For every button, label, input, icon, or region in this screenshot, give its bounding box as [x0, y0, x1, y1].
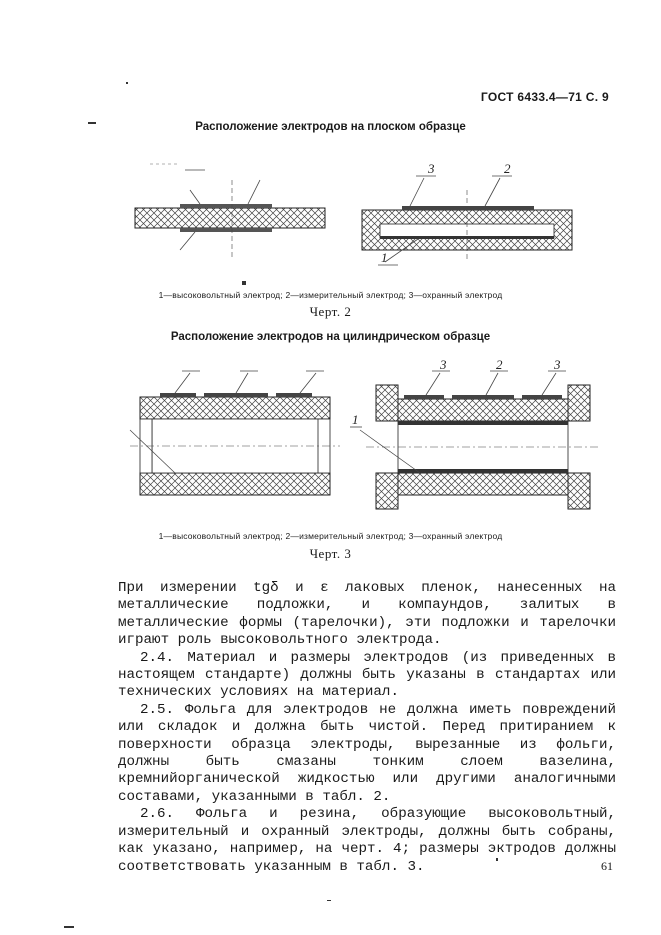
fig2-label-2: 2	[504, 161, 511, 176]
scan-speck	[242, 281, 246, 285]
scan-speck	[126, 82, 128, 84]
scan-speck	[496, 858, 498, 861]
fig3-label-1: 1	[352, 412, 359, 427]
scan-speck	[88, 122, 96, 124]
figure-3-caption: Черт. 3	[309, 546, 352, 561]
scan-speck	[64, 926, 74, 928]
paragraph-2-6: 2.6. Фольга и резина, образующие высоковольтный, измерительный и охранный электроды, должны быть собраны, как указано, например, на черт. 4; размеры эктродов должны соответствовать указанным в табл. 3.	[118, 806, 616, 875]
figure-2-legend: 1—высоковольтный электрод; 2—измерительный электрод; 3—охранный электрод	[158, 290, 503, 300]
paragraph-intro: При измерении tgδ и ε лаковых пленок, нанесенных на металлические подложки, и компаундов, залитых в металлические формы (тарелочки), эти подложки и тарелочки играют роль высоковольтного электрода.	[118, 580, 616, 649]
cylinder-sample-left	[130, 371, 340, 495]
figure-3-legend: 1—высоковольтный электрод; 2—измерительный электрод; 3—охранный электрод	[158, 531, 503, 541]
figure-2-drawing	[0, 150, 661, 290]
body-text	[118, 580, 616, 876]
paragraph-2-5: 2.5. Фольга для электродов не должна иметь повреждений или складок и должна быть чистой. Перед притиранием к поверхности образца электроды, вырезанные из фольги, должны быть смазаны тонким слоем вазелина, кремнийорганической жидкостью или другими аналогичными составами, указанными в табл. 2.	[118, 701, 616, 805]
fig3-label-3-left: 3	[440, 357, 447, 372]
flat-sample-left	[135, 164, 325, 260]
figure-3-drawing	[0, 355, 661, 525]
fig3-label-2: 2	[496, 357, 503, 372]
paragraph-2-4: 2.4. Материал и размеры электродов (из приведенных в настоящем стандарте) должны быть указаны в стандартах или технических условиях на материал.	[118, 649, 616, 701]
scan-speck	[327, 900, 331, 901]
fig3-label-3-right: 3	[554, 357, 561, 372]
page-number: 61	[601, 859, 613, 873]
fig2-label-1: 1	[381, 250, 388, 265]
document-header: ГОСТ 6433.4—71 С. 9	[480, 90, 609, 104]
figure-3-title: Расположение электродов на цилиндрическом образце	[170, 331, 491, 343]
fig2-label-3: 3	[428, 161, 435, 176]
figure-2-title: Расположение электродов на плоском образце	[195, 121, 466, 133]
figure-2-caption: Черт. 2	[309, 304, 352, 319]
cylinder-sample-right	[350, 357, 600, 509]
flat-sample-right	[362, 161, 572, 265]
